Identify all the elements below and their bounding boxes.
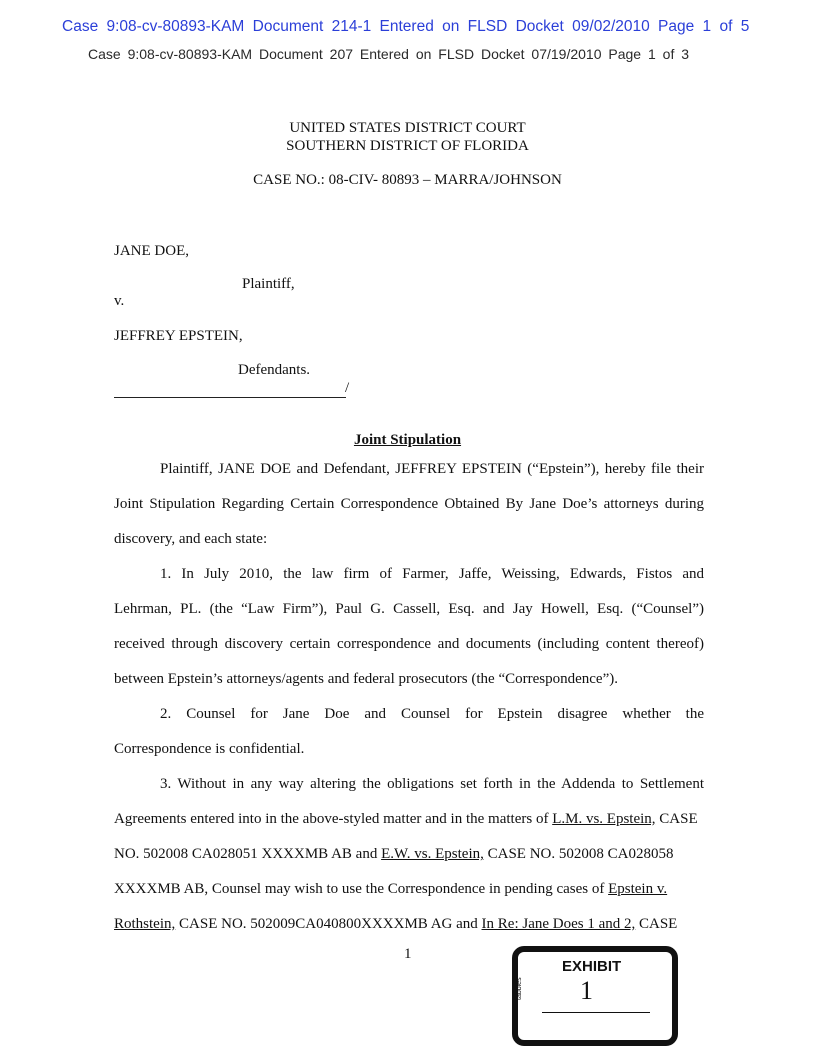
paragraph-1-line: received through discovery certain correspondence and documents (including content thereof)	[114, 636, 704, 652]
page-number: 1	[404, 946, 412, 962]
exhibit-number: 1	[580, 976, 593, 1005]
paragraph-3-line	[114, 846, 704, 863]
paragraph-1-line: Lehrman, PL. (the “Law Firm”), Paul G. Cassell, Esq. and Jay Howell, Esq. (“Counsel”)	[114, 601, 704, 617]
intro-line: discovery, and each state:	[114, 531, 268, 547]
paragraph-3-text: NO. 502008 CA028051 XXXXMB AB and	[114, 846, 382, 862]
case-citation: L.M. vs. Epstein,	[552, 811, 656, 827]
case-citation: Epstein v.	[608, 881, 668, 897]
paragraph-1-line: between Epstein’s attorneys/agents and federal prosecutors (the “Correspondence”).	[114, 671, 618, 687]
exhibit-underline	[542, 1012, 650, 1013]
court-name: UNITED STATES DISTRICT COURT	[289, 120, 526, 136]
paragraph-3-line	[114, 881, 704, 898]
paragraph-3-text: CASE NO. 502009CA040800XXXXMB AG and	[175, 916, 482, 932]
case-citation: Rothstein,	[114, 916, 176, 932]
paragraph-3-text: XXXXMB AB, Counsel may wish to use the Correspondence in pending cases of	[114, 881, 609, 897]
plaintiff-name: JANE DOE,	[114, 243, 189, 259]
exhibit-label: EXHIBIT	[562, 958, 622, 975]
plaintiff-role: Plaintiff,	[242, 276, 295, 292]
intro-line: Plaintiff, JANE DOE and Defendant, JEFFREY EPSTEIN (“Epstein”), hereby file their	[160, 461, 704, 477]
paragraph-3-text: Agreements entered into in the above-styled matter and in the matters of	[114, 811, 553, 827]
paragraph-3-text: CASE NO. 502008 CA028058	[483, 846, 674, 862]
case-number: CASE NO.: 08-CIV- 80893 – MARRA/JOHNSON	[253, 172, 562, 188]
court-filing-stamp-current: Case 9:08-cv-80893-KAM Document 214-1 Entered on FLSD Docket 09/02/2010 Page 1 of 5	[62, 18, 750, 35]
caption-divider	[114, 383, 346, 398]
paragraph-2-line: Correspondence is confidential.	[114, 741, 305, 757]
case-citation: E.W. vs. Epstein,	[381, 846, 484, 862]
versus: v.	[114, 293, 125, 309]
paragraph-1-line: 1. In July 2010, the law firm of Farmer, Jaffe, Weissing, Edwards, Fistos and	[160, 566, 704, 582]
defendant-name: JEFFREY EPSTEIN,	[114, 328, 243, 344]
paragraph-3-text: CASE	[635, 916, 678, 932]
caption-divider-slash: /	[345, 380, 350, 396]
defendant-role: Defendants.	[238, 362, 311, 378]
document-title: Joint Stipulation	[353, 432, 462, 448]
court-district: SOUTHERN DISTRICT OF FLORIDA	[286, 138, 529, 154]
paragraph-3-line	[114, 916, 704, 933]
case-citation: In Re: Jane Does 1 and 2,	[481, 916, 636, 932]
exhibit-sticker	[512, 946, 678, 1046]
paragraph-2-line: 2. Counsel for Jane Doe and Counsel for Epstein disagree whether the	[160, 706, 704, 722]
intro-line: Joint Stipulation Regarding Certain Correspondence Obtained By Jane Doe’s attorneys during	[114, 496, 704, 512]
exhibit-brand: tabbies	[516, 977, 523, 1000]
paragraph-3-line	[114, 811, 704, 828]
paragraph-3-text: CASE	[655, 811, 698, 827]
court-filing-stamp-original: Case 9:08-cv-80893-KAM Document 207 Entered on FLSD Docket 07/19/2010 Page 1 of 3	[88, 46, 690, 62]
paragraph-3-line: 3. Without in any way altering the obligations set forth in the Addenda to Settlement	[160, 776, 704, 792]
